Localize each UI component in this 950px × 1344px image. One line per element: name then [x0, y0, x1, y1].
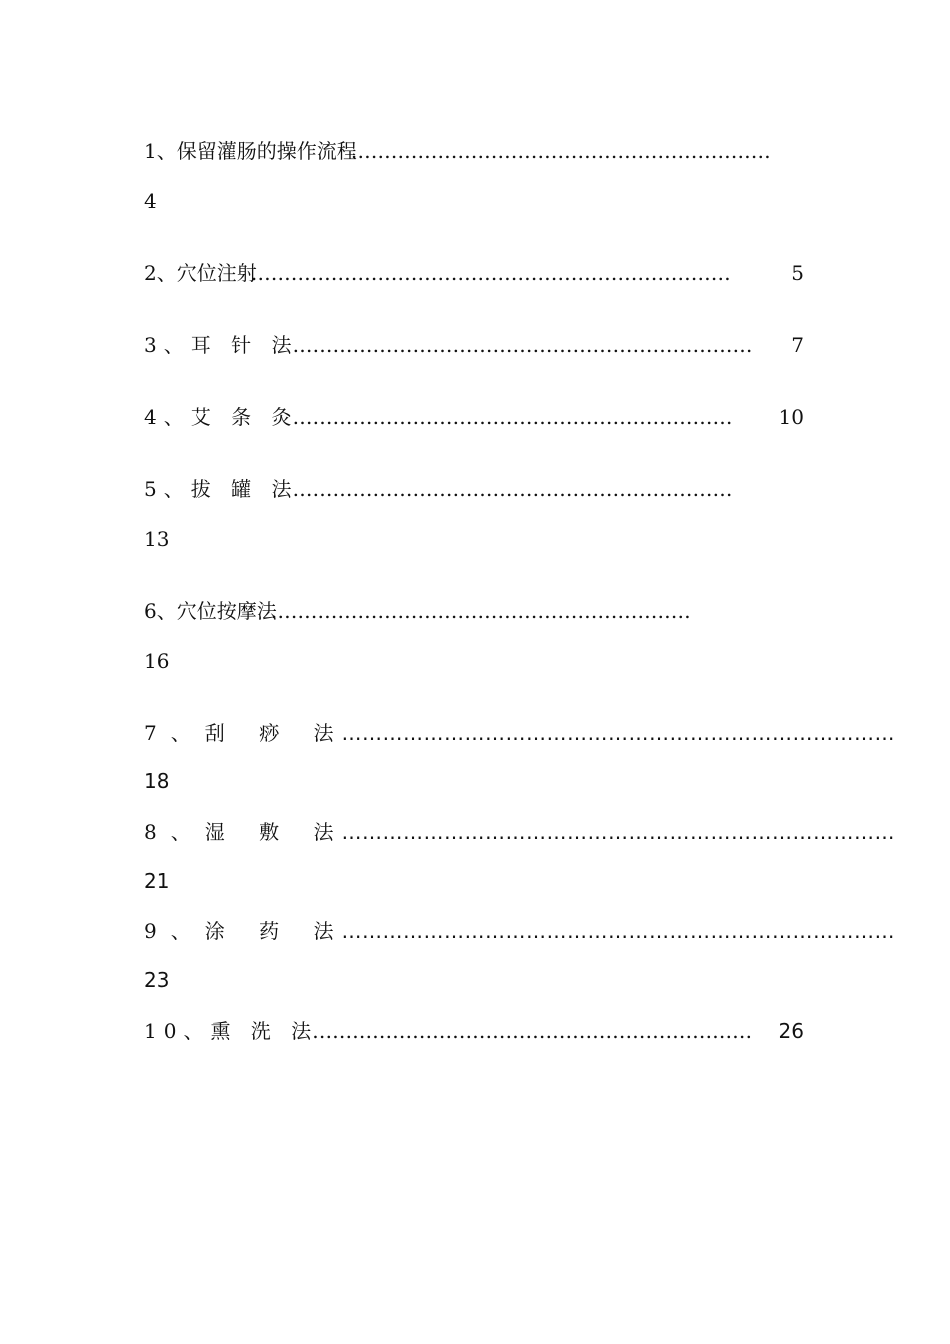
- toc-leader-dots: …………………………………………………………: [292, 477, 733, 501]
- toc-entry-6[interactable]: [144, 594, 782, 628]
- toc-leader-dots: ………………………………………………………………………: [341, 919, 895, 943]
- toc-entry-10[interactable]: [144, 1014, 760, 1048]
- toc-entry-label: 5、拔 罐 法: [144, 477, 299, 501]
- toc-entry-5[interactable]: [144, 472, 760, 506]
- toc-leader-dots: …………………………………………………………: [312, 1019, 753, 1043]
- toc-entry-label: 4、艾 条 灸: [144, 405, 299, 429]
- toc-entry-label: 8、湿 敷 法: [144, 820, 348, 844]
- toc-page-number: 10: [778, 405, 804, 429]
- toc-leader-dots: ………………………………………………………………: [250, 261, 731, 285]
- toc-page-number: 13: [144, 527, 170, 551]
- toc-leader-dots: ………………………………………………………: [270, 599, 691, 623]
- toc-entry-label: 7、刮 痧 法: [144, 721, 348, 745]
- toc-entry-label: 6、穴位按摩法: [144, 599, 277, 623]
- toc-page-number: 23: [144, 968, 170, 992]
- toc-entry-3[interactable]: [144, 328, 782, 362]
- toc-entry-label: 9、涂 药 法: [144, 919, 348, 943]
- toc-entry-8[interactable]: [144, 815, 895, 849]
- toc-leader-dots: ………………………………………………………………………: [341, 820, 895, 844]
- toc-page-number: 26: [778, 1019, 804, 1043]
- toc-leader-dots: ………………………………………………………: [350, 139, 771, 163]
- toc-page-number: 5: [791, 261, 804, 285]
- toc-leader-dots: ……………………………………………………………: [292, 333, 753, 357]
- toc-page-number: 4: [144, 189, 157, 213]
- toc-page-number: 21: [144, 869, 170, 893]
- toc-entry-label: 1、保留灌肠的操作流程: [144, 139, 357, 163]
- toc-entry-9[interactable]: [144, 914, 895, 948]
- toc-entry-label: 2、穴位注射: [144, 261, 257, 285]
- toc-entry-label: 10、熏 洗 法: [144, 1019, 319, 1043]
- toc-page-number: 7: [791, 333, 804, 357]
- toc-leader-dots: ………………………………………………………………………: [341, 721, 895, 745]
- toc-entry-4[interactable]: [144, 400, 760, 434]
- toc-page-number: 18: [144, 769, 170, 793]
- toc-entry-7[interactable]: [144, 716, 895, 750]
- toc-leader-dots: …………………………………………………………: [292, 405, 733, 429]
- toc-entry-2[interactable]: [144, 256, 782, 290]
- toc-page-number: 16: [144, 649, 170, 673]
- toc-entry-1[interactable]: [144, 134, 806, 168]
- toc-entry-label: 3、耳 针 法: [144, 333, 299, 357]
